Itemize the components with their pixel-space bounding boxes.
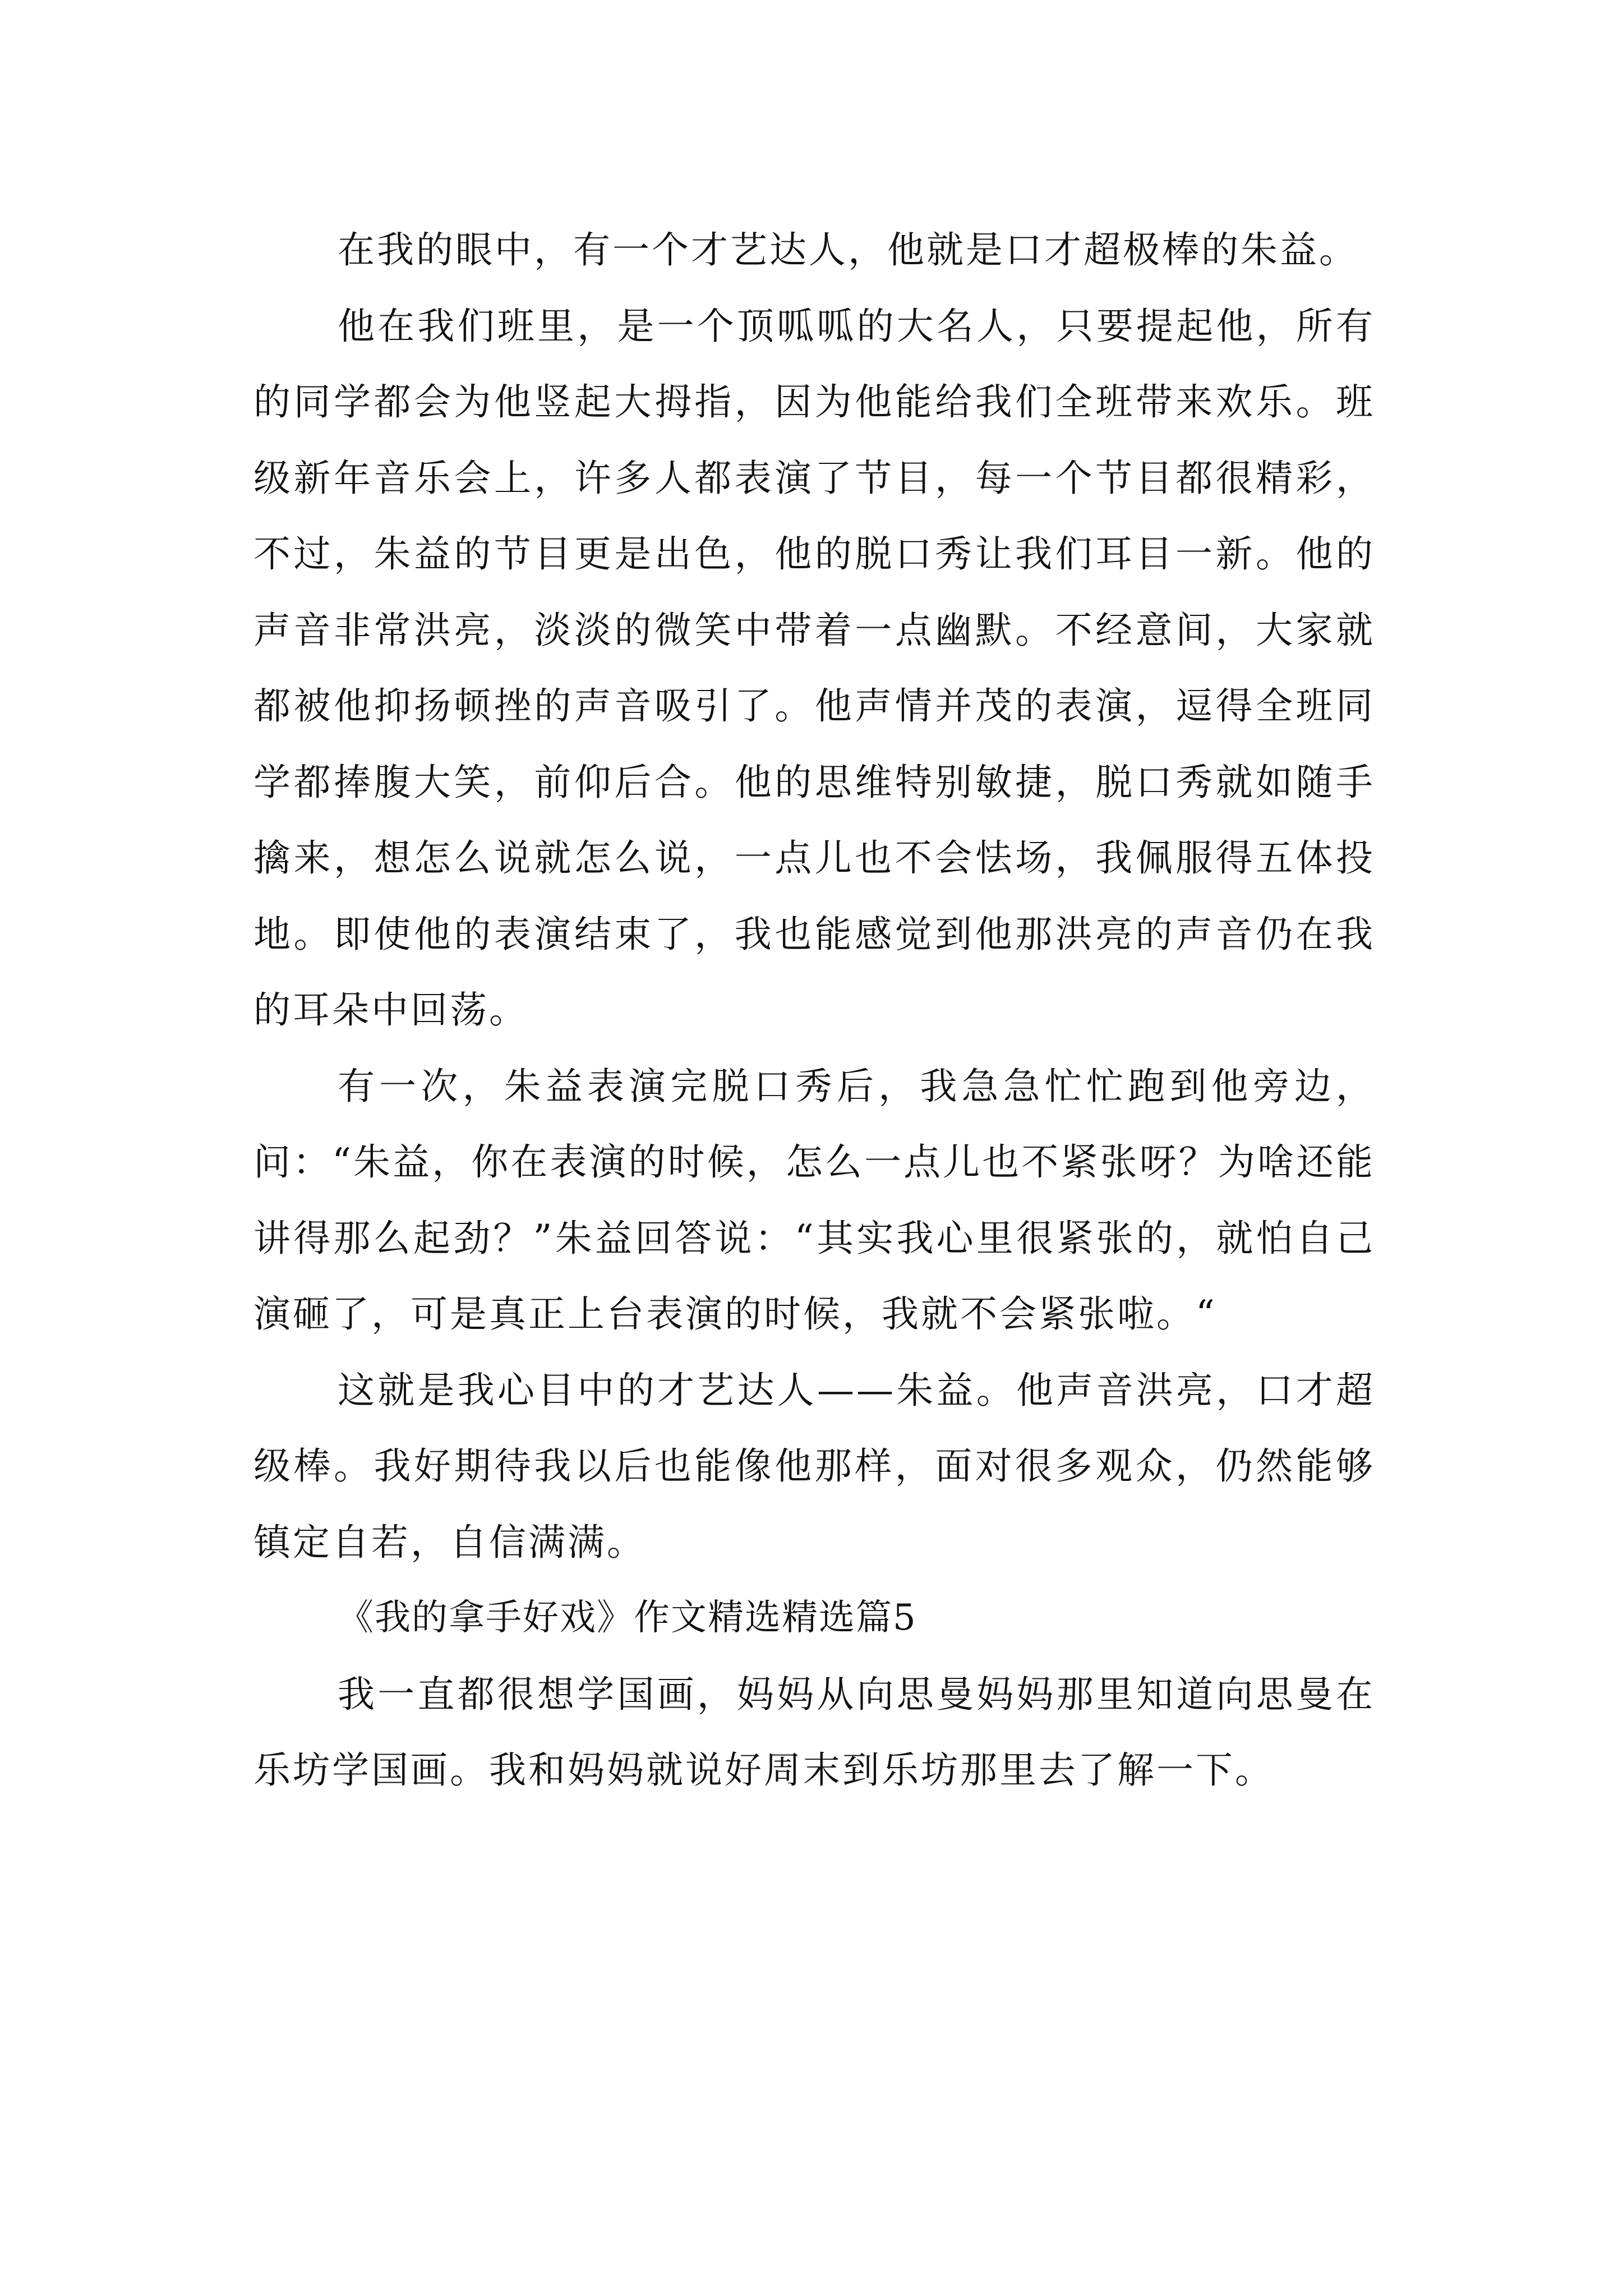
paragraph-intro: 在我的眼中，有一个才艺达人，他就是口才超极棒的朱益。 bbox=[338, 228, 1358, 272]
document-body bbox=[253, 212, 1375, 1809]
paragraph-next-essay: 我一直都很想学国画，妈妈从向思曼妈妈那里知道向思曼在乐坊学国画。我和妈妈就说好周末到乐坊那里去了解一下。 bbox=[253, 1672, 1375, 1792]
section-title: 《我的拿手好戏》作文精选精选篇5 bbox=[338, 1597, 917, 1639]
paragraph-performance: 他在我们班里，是一个顶呱呱的大名人，只要提起他，所有的同学都会为他竖起大拇指，因为他能给我们全班带来欢乐。班级新年音乐会上，许多人都表演了节目，每一个节目都很精彩，不过，朱益的节目更是出色，他的脱口秀让我们耳目一新。他的声音非常洪亮，淡淡的微笑中带着一点幽默。不经意间，大家就都被他抑扬顿挫的声音吸引了。他声情并茂的表演，逗得全班同学都捧腹大笑，前仰后合。他的思维特别敏捷，脱口秀就如随手擒来，想怎么说就怎么说，一点儿也不会怯场，我佩服得五体投地。即使他的表演结束了，我也能感觉到他那洪亮的声音仍在我的耳朵中回荡。 bbox=[253, 304, 1375, 1032]
paragraph-conclusion: 这就是我心目中的才艺达人——朱益。他声音洪亮，口才超级棒。我好期待我以后也能像他那样，面对很多观众，仍然能够镇定自若，自信满满。 bbox=[253, 1368, 1375, 1564]
paragraph-dialogue: 有一次，朱益表演完脱口秀后，我急急忙忙跑到他旁边，问：“朱益，你在表演的时候，怎么一点儿也不紧张呀？为啥还能讲得那么起劲？”朱益回答说：“其实我心里很紧张的，就怕自己演砸了，可是真正上台表演的时候，我就不会紧张啦。“ bbox=[253, 1064, 1375, 1336]
